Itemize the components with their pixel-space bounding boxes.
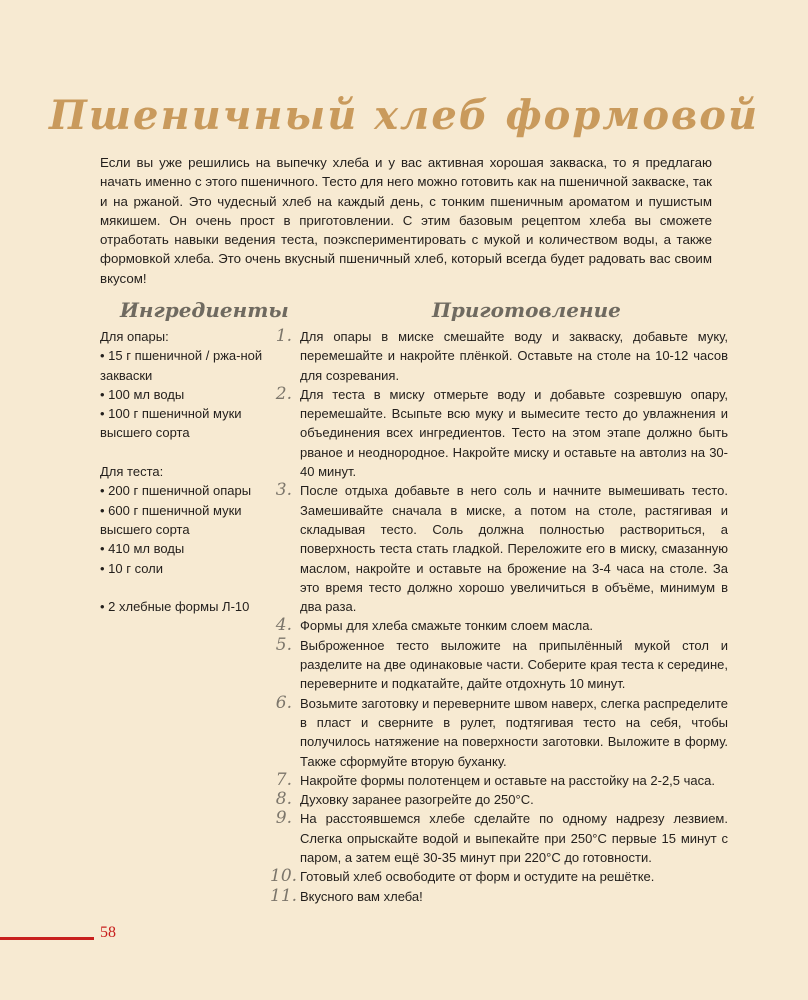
step-item	[270, 867, 728, 886]
ingredient-item: • 100 г пшеничной муки высшего сорта	[100, 406, 242, 441]
step-number: 5.	[275, 634, 292, 655]
ingredients-list	[100, 327, 270, 616]
step-number: 1.	[275, 326, 292, 346]
step-number: 10.	[270, 866, 298, 887]
step-text: Готовый хлеб освободите от форм и остудите на решётке.	[300, 869, 655, 885]
step-text: Формы для хлеба смажьте тонким слоем масла.	[300, 618, 594, 634]
step-item	[270, 771, 728, 790]
step-item	[270, 327, 728, 385]
step-item	[270, 481, 728, 616]
step-number: 7.	[275, 769, 292, 790]
ingredient-item: • 410 мл воды	[100, 541, 185, 557]
step-text: Для теста в миску отмерьте воду и добавьте созревшую опару, перемешайте. Всыпьте всю муку и вымесите тесто до увлажнения и объединения всех ингредиентов. Тесто на этом этапе должно быть рваное и неоднородное. Накройте миску и оставьте на автолиз на 30-40 минут.	[300, 386, 728, 480]
step-text: На расстоявшемся хлебе сделайте по одному надрезу лезвием. Слегка опрыскайте водой и выпекайте при 250°С первые 15 минут с паром, а затем ещё 30-35 минут при 220°С до готовности.	[300, 811, 728, 866]
step-item	[270, 636, 728, 694]
page-number-rule	[0, 937, 94, 940]
preparation-heading: Приготовление	[432, 298, 621, 322]
step-item	[270, 887, 728, 906]
step-text: Вкусного вам хлеба!	[300, 888, 423, 904]
step-item	[270, 790, 728, 809]
page-title: Пшеничный хлеб формовой	[48, 92, 760, 139]
ingredient-item: • 2 хлебные формы Л-10	[100, 599, 250, 615]
ingredient-item: • 15 г пшеничной / ржа-ной закваски	[100, 348, 263, 383]
ingredient-item: • 600 г пшеничной муки высшего сорта	[100, 502, 242, 537]
ingredients-heading: Ингредиенты	[120, 298, 289, 322]
step-item	[270, 616, 728, 635]
preparation-steps	[270, 327, 728, 906]
dough-title: Для теста:	[100, 464, 164, 480]
step-item	[270, 809, 728, 867]
step-text: Выброженное тесто выложите на припылённый мукой стол и разделите на две одинаковые части. Соберите края теста к середине, переверните и подкатайте, дайте отдохнуть 10 минут.	[300, 637, 728, 692]
step-text: Возьмите заготовку и переверните швом наверх, слегка распределите в пласт и сверните в рулет, подтягивая тесто на себя, чтобы получилось натяжение на поверхности заготовки. Выложите в форму. Также сформуйте вторую буханку.	[300, 695, 728, 769]
step-number: 4.	[275, 615, 292, 636]
step-number: 11.	[270, 885, 298, 906]
intro-paragraph: Если вы уже решились на выпечку хлеба и у вас активная хорошая закваска, то я предлагаю начать именно с этого пшеничного. Тесто для него можно готовить как на пшеничной закваске, так и на ржаной. Это чудесный хлеб на каждый день, с тонким пшеничным ароматом и пушистым мякишем. Он очень прост в приготовлении. С этим базовым рецептом хлеба вы сможете отработать навыки ведения теста, поэкспериментировать с мукой и количеством воды, а также формовкой хлеба. Это очень вкусный пшеничный хлеб, который всегда будет радовать вас своим вкусом!	[100, 155, 712, 286]
starter-title: Для опары:	[100, 329, 169, 344]
step-item	[270, 385, 728, 481]
step-text: Накройте формы полотенцем и оставьте на расстойку на 2-2,5 часа.	[300, 772, 715, 788]
step-item	[270, 694, 728, 771]
step-text: Для опары в миске смешайте воду и закваску, добавьте муку, перемешайте и накройте плёнкой. Оставьте на столе на 10-12 часов для созревания.	[300, 329, 728, 383]
step-number: 2.	[275, 383, 292, 404]
step-text: После отдыха добавьте в него соль и начните вымешивать тесто. Замешивайте сначала в миске, а потом на столе, растягивая и складывая тесто. Соль должна полностью раствориться, а поверхность теста стать гладкой. Переложите его в миску, смазанную маслом, накройте и оставьте на брожение на 3-4 часа на столе. За это время тесто должно хорошо увеличиться в объёме, минимум в два раза.	[300, 483, 728, 615]
ingredient-item: • 100 мл воды	[100, 386, 185, 402]
step-number: 8.	[275, 789, 292, 810]
ingredient-item: • 10 г соли	[100, 560, 164, 576]
step-number: 3.	[275, 480, 292, 501]
step-text: Духовку заранее разогрейте до 250°С.	[300, 792, 534, 808]
page-number: 58	[100, 924, 116, 941]
step-number: 6.	[275, 692, 292, 713]
ingredient-item: • 200 г пшеничной опары	[100, 483, 252, 499]
step-number: 9.	[275, 808, 292, 829]
